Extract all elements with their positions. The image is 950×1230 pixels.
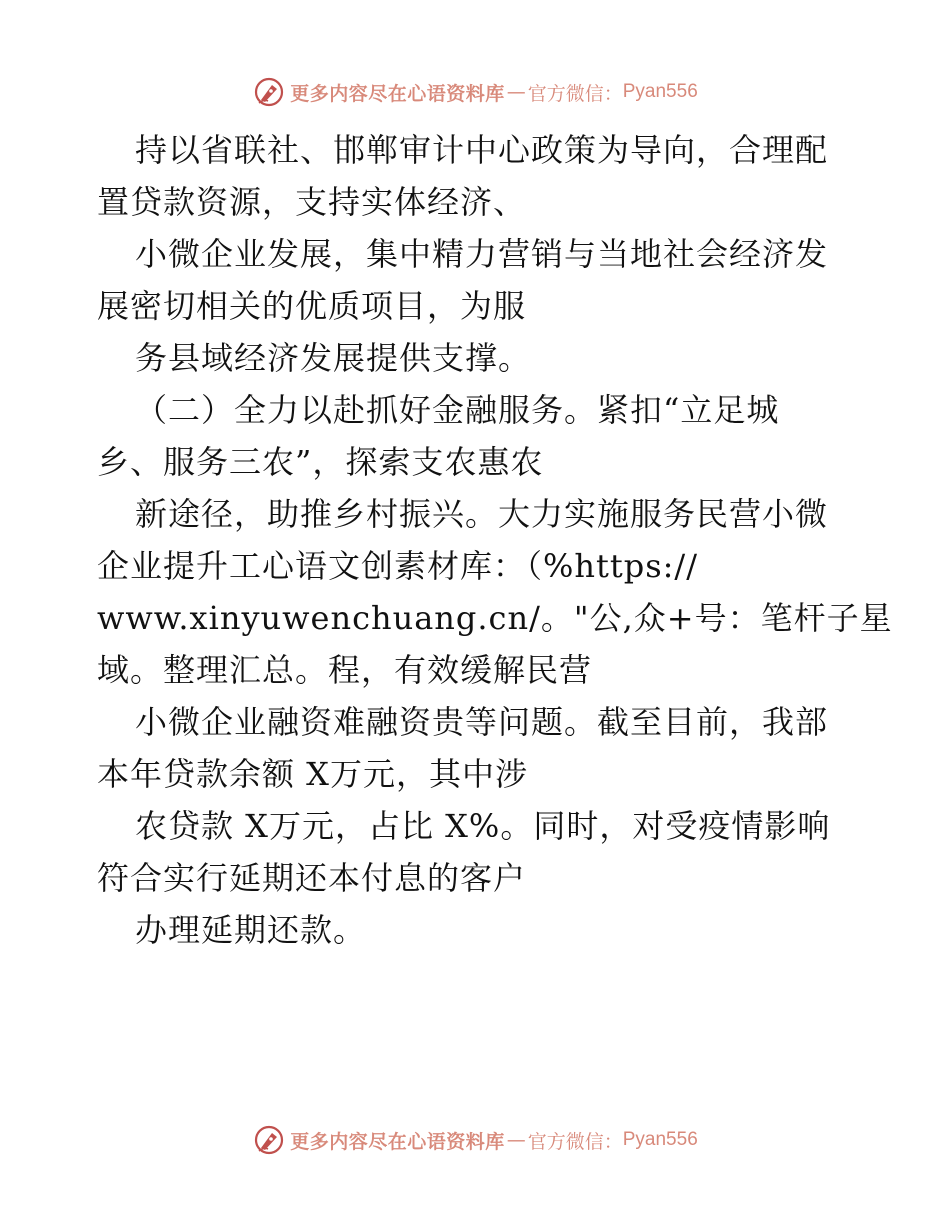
text-line: 符合实行延期还本付息的客户	[97, 859, 527, 897]
text-line: 务县域经济发展提供支撑。	[135, 339, 532, 377]
text-line: 置贷款资源，支持实体经济、	[97, 183, 527, 221]
banner-brand-text: 更多内容尽在心语资料库	[290, 82, 505, 105]
text-line: www.xinyuwenchuang.cn/。"公,众+号：笔杆子星	[97, 599, 893, 637]
banner-wechat-handle: Pyan556	[622, 81, 698, 102]
text-line: 新途径，助推乡村振兴。大力实施服务民营小微	[135, 495, 829, 533]
banner-official-label: 官方微信：	[527, 1130, 623, 1153]
banner-official-label: 官方微信：	[527, 82, 623, 105]
header-banner	[0, 72, 950, 112]
text-line: 企业提升工心语文创素材库：（%https://	[97, 547, 698, 585]
text-line: 展密切相关的优质项目，为服	[97, 287, 527, 325]
text-line: （二）全力以赴抓好金融服务。紧扣“立足城	[135, 391, 780, 429]
text-line: 域。整理汇总。程，有效缓解民营	[97, 651, 593, 689]
text-line: 持以省联社、邯郸审计中心政策为导向，合理配	[135, 131, 829, 169]
text-line: 办理延期还款。	[135, 911, 367, 949]
banner-separator: —	[506, 1129, 526, 1151]
text-line: 小微企业融资难融资贵等问题。截至目前，我部	[135, 703, 829, 741]
pen-nib-logo-icon	[252, 75, 286, 109]
banner-brand-text: 更多内容尽在心语资料库	[290, 1130, 505, 1153]
footer-banner	[0, 1120, 950, 1160]
text-line: 本年贷款余额 X万元，其中涉	[97, 755, 528, 793]
text-line: 小微企业发展，集中精力营销与当地社会经济发	[135, 235, 829, 273]
banner-wechat-handle: Pyan556	[622, 1129, 698, 1150]
document-body	[97, 124, 893, 956]
text-line: 乡、服务三农”，探索支农惠农	[97, 443, 544, 481]
pen-nib-logo-icon	[252, 1123, 286, 1157]
text-line: 农贷款 X万元，占比 X%。同时，对受疫情影响	[135, 807, 831, 845]
banner-separator: —	[506, 81, 526, 103]
